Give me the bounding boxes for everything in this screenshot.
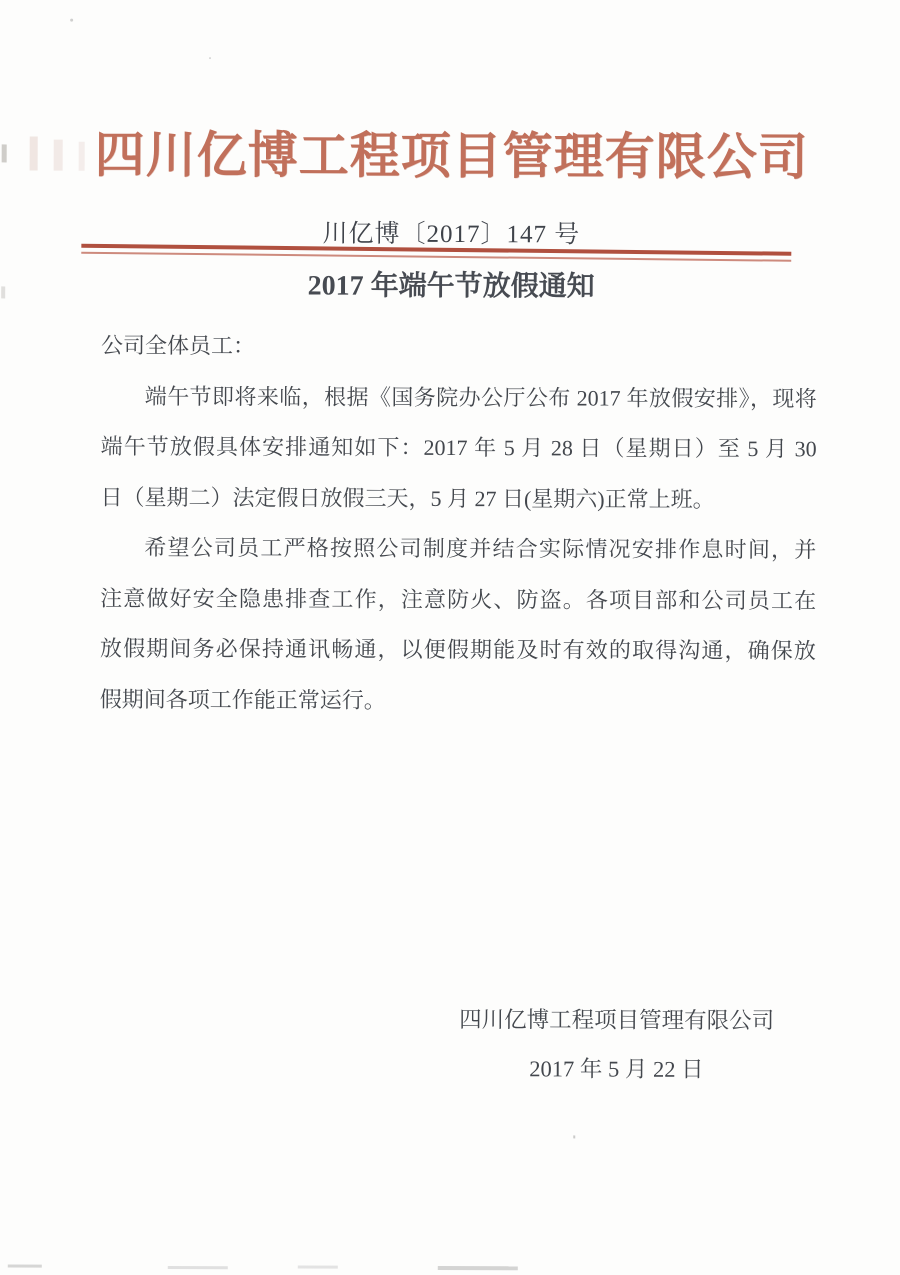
letterhead-company-name: 四川亿博工程项目管理有限公司 [94, 126, 809, 186]
paragraph1-line2: 端午节放假具体安排通知如下：2017 年 5 月 28 日（星期日）至 5 月 30 [100, 433, 817, 462]
paragraph2-line1: 希望公司员工严格按照公司制度并结合实际情况安排作息时间，并 [144, 534, 817, 563]
notice-title: 2017 年端午节放假通知 [307, 270, 595, 303]
paragraph1-line3: 日（星期二）法定假日放假三天，5 月 27 日(星期六)正常上班。 [100, 484, 715, 512]
scan-artifact [298, 1265, 338, 1268]
paragraph2-line3: 放假期间务必保持通讯畅通，以便假期能及时有效的取得沟通，确保放 [99, 635, 816, 664]
signature-company: 四川亿博工程项目管理有限公司 [459, 1007, 775, 1034]
signature-date: 2017 年 5 月 22 日 [529, 1056, 704, 1082]
scan-artifact [209, 57, 211, 59]
signature-block [450, 995, 782, 1094]
scan-artifact [168, 1266, 228, 1269]
paragraph2-line2: 注意做好安全隐患排查工作，注意防火、防盗。各项目部和公司员工在 [100, 585, 817, 613]
paragraph2-line4: 假期间各项工作能正常运行。 [99, 686, 386, 713]
paragraph1-line1: 端午节即将来临，根据《国务院办公厅公布 2017 年放假安排》，现将 [144, 383, 817, 411]
notice-body [100, 321, 817, 727]
scan-artifact [438, 1266, 518, 1270]
scan-artifact [573, 1135, 575, 1138]
document-number: 川亿博〔2017〕147 号 [322, 220, 581, 249]
scan-artifact [8, 1264, 42, 1267]
salutation: 公司全体员工： [100, 332, 256, 359]
scan-artifact [70, 19, 73, 22]
